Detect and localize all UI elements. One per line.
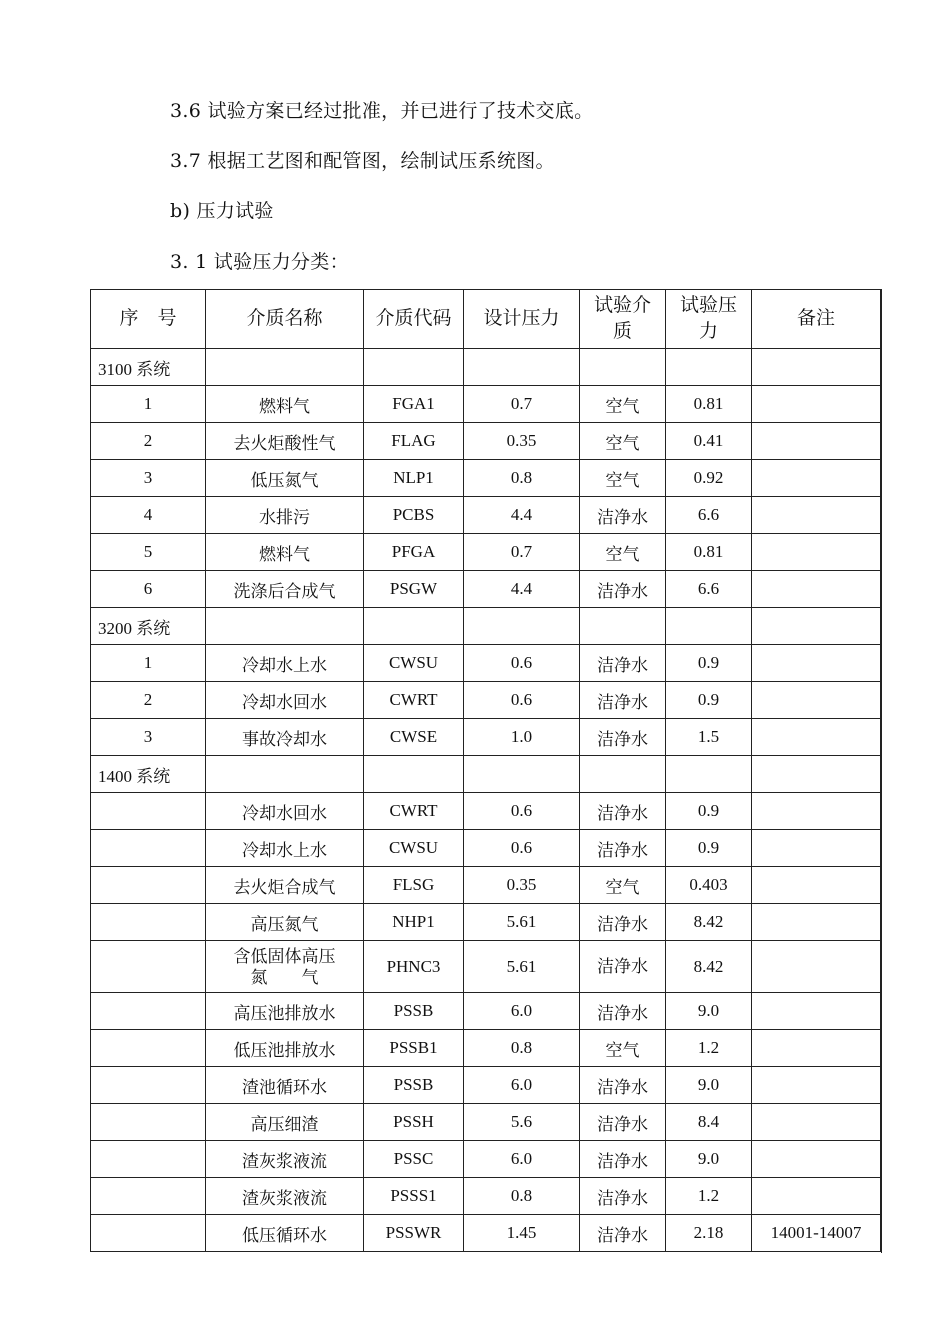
cell-remarks xyxy=(752,1104,881,1141)
section-heading-pressure-test: b) 压力试验 xyxy=(170,200,274,222)
empty-cell xyxy=(752,756,881,793)
empty-cell xyxy=(666,349,752,386)
table-row xyxy=(91,993,881,1030)
cell-test-pressure: 0.9 xyxy=(666,682,752,719)
cell-medium-code: PSSH xyxy=(364,1104,464,1141)
cell-remarks xyxy=(752,1030,881,1067)
cell-medium-code: FGA1 xyxy=(364,386,464,423)
cell-design-pressure: 0.6 xyxy=(464,682,580,719)
cell-test-pressure: 0.41 xyxy=(666,423,752,460)
cell-seq: 5 xyxy=(91,534,206,571)
cell-test-pressure: 1.2 xyxy=(666,1030,752,1067)
header-seq: 序 号 xyxy=(91,290,206,349)
cell-remarks xyxy=(752,941,881,993)
cell-design-pressure: 5.61 xyxy=(464,904,580,941)
cell-seq xyxy=(91,1178,206,1215)
cell-medium-name: 去火炬合成气 xyxy=(206,867,364,904)
cell-medium-code: FLAG xyxy=(364,423,464,460)
cell-remarks xyxy=(752,534,881,571)
cell-test-pressure: 8.42 xyxy=(666,941,752,993)
cell-test-medium: 洁净水 xyxy=(580,719,666,756)
empty-cell xyxy=(580,756,666,793)
cell-test-pressure: 0.9 xyxy=(666,793,752,830)
cell-test-medium: 空气 xyxy=(580,867,666,904)
cell-medium-name: 冷却水回水 xyxy=(206,793,364,830)
cell-medium-code: PHNC3 xyxy=(364,941,464,993)
cell-medium-code: CWSU xyxy=(364,830,464,867)
cell-test-medium: 洁净水 xyxy=(580,793,666,830)
table-row xyxy=(91,830,881,867)
cell-seq xyxy=(91,830,206,867)
empty-cell xyxy=(206,349,364,386)
cell-test-medium: 洁净水 xyxy=(580,1178,666,1215)
section-row xyxy=(91,756,881,793)
cell-remarks xyxy=(752,719,881,756)
cell-remarks xyxy=(752,904,881,941)
cell-design-pressure: 5.6 xyxy=(464,1104,580,1141)
table-row xyxy=(91,1067,881,1104)
cell-seq xyxy=(91,1141,206,1178)
empty-cell xyxy=(464,608,580,645)
table-row xyxy=(91,867,881,904)
cell-design-pressure: 1.0 xyxy=(464,719,580,756)
cell-remarks xyxy=(752,645,881,682)
table-row xyxy=(91,1215,881,1252)
cell-test-pressure: 2.18 xyxy=(666,1215,752,1252)
table-row xyxy=(91,497,881,534)
empty-cell xyxy=(666,756,752,793)
cell-medium-code: PSGW xyxy=(364,571,464,608)
cell-test-medium: 洁净水 xyxy=(580,571,666,608)
cell-remarks xyxy=(752,571,881,608)
cell-design-pressure: 0.6 xyxy=(464,645,580,682)
empty-cell xyxy=(364,349,464,386)
empty-cell xyxy=(206,608,364,645)
cell-seq: 6 xyxy=(91,571,206,608)
cell-medium-code: CWRT xyxy=(364,793,464,830)
cell-seq xyxy=(91,1215,206,1252)
cell-test-pressure: 6.6 xyxy=(666,497,752,534)
empty-cell xyxy=(580,349,666,386)
cell-medium-name: 低压循环水 xyxy=(206,1215,364,1252)
cell-seq: 1 xyxy=(91,386,206,423)
empty-cell xyxy=(206,756,364,793)
cell-seq xyxy=(91,1067,206,1104)
cell-test-medium: 空气 xyxy=(580,534,666,571)
cell-design-pressure: 0.7 xyxy=(464,534,580,571)
cell-test-pressure: 0.403 xyxy=(666,867,752,904)
empty-cell xyxy=(464,349,580,386)
cell-medium-name: 高压池排放水 xyxy=(206,993,364,1030)
cell-design-pressure: 6.0 xyxy=(464,1067,580,1104)
cell-design-pressure: 0.7 xyxy=(464,386,580,423)
cell-medium-code: PSSWR xyxy=(364,1215,464,1252)
cell-medium-name: 渣池循环水 xyxy=(206,1067,364,1104)
cell-seq: 3 xyxy=(91,460,206,497)
table-row xyxy=(91,534,881,571)
table-row xyxy=(91,386,881,423)
cell-test-medium: 空气 xyxy=(580,386,666,423)
cell-test-medium: 洁净水 xyxy=(580,682,666,719)
cell-medium-name: 渣灰浆液流 xyxy=(206,1178,364,1215)
cell-medium-name: 水排污 xyxy=(206,497,364,534)
section-label: 3100 系统 xyxy=(91,349,206,386)
cell-medium-code: PSSB xyxy=(364,993,464,1030)
header-medium-name: 介质名称 xyxy=(206,290,364,349)
cell-test-medium: 洁净水 xyxy=(580,1067,666,1104)
header-design-pressure: 设计压力 xyxy=(464,290,580,349)
empty-cell xyxy=(364,608,464,645)
paragraph-3-6: 3.6 试验方案已经过批准，并已进行了技术交底。 xyxy=(170,100,594,122)
table-header-row xyxy=(91,290,881,349)
cell-medium-name: 燃料气 xyxy=(206,386,364,423)
cell-medium-code: PFGA xyxy=(364,534,464,571)
cell-design-pressure: 0.8 xyxy=(464,460,580,497)
table-row xyxy=(91,645,881,682)
cell-medium-name: 燃料气 xyxy=(206,534,364,571)
cell-test-pressure: 9.0 xyxy=(666,1141,752,1178)
cell-test-medium: 洁净水 xyxy=(580,830,666,867)
cell-remarks xyxy=(752,1141,881,1178)
header-remarks: 备注 xyxy=(752,290,881,349)
table-row xyxy=(91,1104,881,1141)
cell-remarks: 14001-14007 xyxy=(752,1215,881,1252)
table-right-border xyxy=(881,289,882,1253)
cell-medium-code: PSSB1 xyxy=(364,1030,464,1067)
table-row xyxy=(91,904,881,941)
cell-design-pressure: 0.6 xyxy=(464,793,580,830)
empty-cell xyxy=(464,756,580,793)
cell-seq xyxy=(91,867,206,904)
cell-design-pressure: 0.35 xyxy=(464,867,580,904)
cell-design-pressure: 1.45 xyxy=(464,1215,580,1252)
cell-test-pressure: 0.81 xyxy=(666,534,752,571)
cell-seq xyxy=(91,993,206,1030)
table-row xyxy=(91,571,881,608)
cell-medium-name: 低压池排放水 xyxy=(206,1030,364,1067)
cell-test-medium: 洁净水 xyxy=(580,993,666,1030)
cell-medium-code: CWRT xyxy=(364,682,464,719)
section-label: 3200 系统 xyxy=(91,608,206,645)
table-row xyxy=(91,682,881,719)
cell-test-medium: 空气 xyxy=(580,460,666,497)
cell-remarks xyxy=(752,682,881,719)
cell-medium-code: PSSB xyxy=(364,1067,464,1104)
cell-design-pressure: 0.35 xyxy=(464,423,580,460)
cell-medium-name: 渣灰浆液流 xyxy=(206,1141,364,1178)
cell-seq: 3 xyxy=(91,719,206,756)
table-row xyxy=(91,941,881,993)
cell-medium-name: 低压氮气 xyxy=(206,460,364,497)
cell-test-pressure: 8.4 xyxy=(666,1104,752,1141)
cell-test-pressure: 0.81 xyxy=(666,386,752,423)
paragraph-3-7: 3.7 根据工艺图和配管图，绘制试压系统图。 xyxy=(170,150,555,172)
cell-test-medium: 洁净水 xyxy=(580,645,666,682)
cell-medium-name: 高压氮气 xyxy=(206,904,364,941)
cell-test-pressure: 6.6 xyxy=(666,571,752,608)
header-medium-code: 介质代码 xyxy=(364,290,464,349)
cell-seq xyxy=(91,1030,206,1067)
cell-medium-name: 高压细渣 xyxy=(206,1104,364,1141)
empty-cell xyxy=(752,349,881,386)
cell-seq xyxy=(91,904,206,941)
cell-remarks xyxy=(752,830,881,867)
table-row xyxy=(91,1030,881,1067)
cell-design-pressure: 0.6 xyxy=(464,830,580,867)
cell-remarks xyxy=(752,386,881,423)
cell-test-medium: 洁净水 xyxy=(580,1141,666,1178)
cell-test-pressure: 0.92 xyxy=(666,460,752,497)
table-row xyxy=(91,793,881,830)
cell-seq: 1 xyxy=(91,645,206,682)
cell-remarks xyxy=(752,993,881,1030)
cell-test-medium: 空气 xyxy=(580,1030,666,1067)
cell-test-pressure: 9.0 xyxy=(666,993,752,1030)
cell-seq xyxy=(91,1104,206,1141)
cell-test-pressure: 1.5 xyxy=(666,719,752,756)
header-test-medium: 试验介质 xyxy=(580,290,666,349)
table-row xyxy=(91,719,881,756)
cell-medium-name: 洗涤后合成气 xyxy=(206,571,364,608)
cell-seq xyxy=(91,941,206,993)
paragraph-3-1: 3. 1 试验压力分类： xyxy=(170,251,349,273)
cell-design-pressure: 4.4 xyxy=(464,497,580,534)
cell-remarks xyxy=(752,793,881,830)
empty-cell xyxy=(364,756,464,793)
cell-medium-name: 冷却水上水 xyxy=(206,830,364,867)
cell-test-medium: 洁净水 xyxy=(580,497,666,534)
cell-medium-name: 冷却水回水 xyxy=(206,682,364,719)
section-label: 1400 系统 xyxy=(91,756,206,793)
cell-design-pressure: 0.8 xyxy=(464,1030,580,1067)
cell-remarks xyxy=(752,423,881,460)
cell-medium-code: NHP1 xyxy=(364,904,464,941)
empty-cell xyxy=(752,608,881,645)
table-row xyxy=(91,460,881,497)
cell-remarks xyxy=(752,1067,881,1104)
pressure-test-table xyxy=(90,289,881,1252)
cell-seq xyxy=(91,793,206,830)
cell-design-pressure: 4.4 xyxy=(464,571,580,608)
table-row xyxy=(91,1141,881,1178)
section-row xyxy=(91,608,881,645)
cell-seq: 2 xyxy=(91,423,206,460)
cell-medium-code: PSSC xyxy=(364,1141,464,1178)
cell-test-pressure: 1.2 xyxy=(666,1178,752,1215)
cell-seq: 4 xyxy=(91,497,206,534)
cell-medium-code: NLP1 xyxy=(364,460,464,497)
empty-cell xyxy=(580,608,666,645)
cell-test-pressure: 8.42 xyxy=(666,904,752,941)
cell-remarks xyxy=(752,460,881,497)
cell-test-medium: 洁净水 xyxy=(580,1104,666,1141)
cell-seq: 2 xyxy=(91,682,206,719)
cell-test-pressure: 0.9 xyxy=(666,830,752,867)
header-test-pressure: 试验压力 xyxy=(666,290,752,349)
cell-remarks xyxy=(752,497,881,534)
cell-test-medium: 空气 xyxy=(580,423,666,460)
table-row xyxy=(91,1178,881,1215)
cell-medium-name: 事故冷却水 xyxy=(206,719,364,756)
table-row xyxy=(91,423,881,460)
cell-test-medium: 洁净水 xyxy=(580,941,666,993)
cell-test-pressure: 9.0 xyxy=(666,1067,752,1104)
cell-remarks xyxy=(752,1178,881,1215)
cell-test-medium: 洁净水 xyxy=(580,904,666,941)
cell-medium-code: FLSG xyxy=(364,867,464,904)
cell-medium-code: CWSE xyxy=(364,719,464,756)
section-row xyxy=(91,349,881,386)
cell-design-pressure: 0.8 xyxy=(464,1178,580,1215)
cell-design-pressure: 6.0 xyxy=(464,1141,580,1178)
cell-test-pressure: 0.9 xyxy=(666,645,752,682)
empty-cell xyxy=(666,608,752,645)
cell-medium-code: PSSS1 xyxy=(364,1178,464,1215)
cell-medium-name: 冷却水上水 xyxy=(206,645,364,682)
cell-medium-name: 去火炬酸性气 xyxy=(206,423,364,460)
cell-medium-code: PCBS xyxy=(364,497,464,534)
cell-medium-code: CWSU xyxy=(364,645,464,682)
cell-medium-name: 含低固体高压 氮 气 xyxy=(206,941,364,993)
cell-design-pressure: 6.0 xyxy=(464,993,580,1030)
cell-test-medium: 洁净水 xyxy=(580,1215,666,1252)
cell-remarks xyxy=(752,867,881,904)
cell-design-pressure: 5.61 xyxy=(464,941,580,993)
